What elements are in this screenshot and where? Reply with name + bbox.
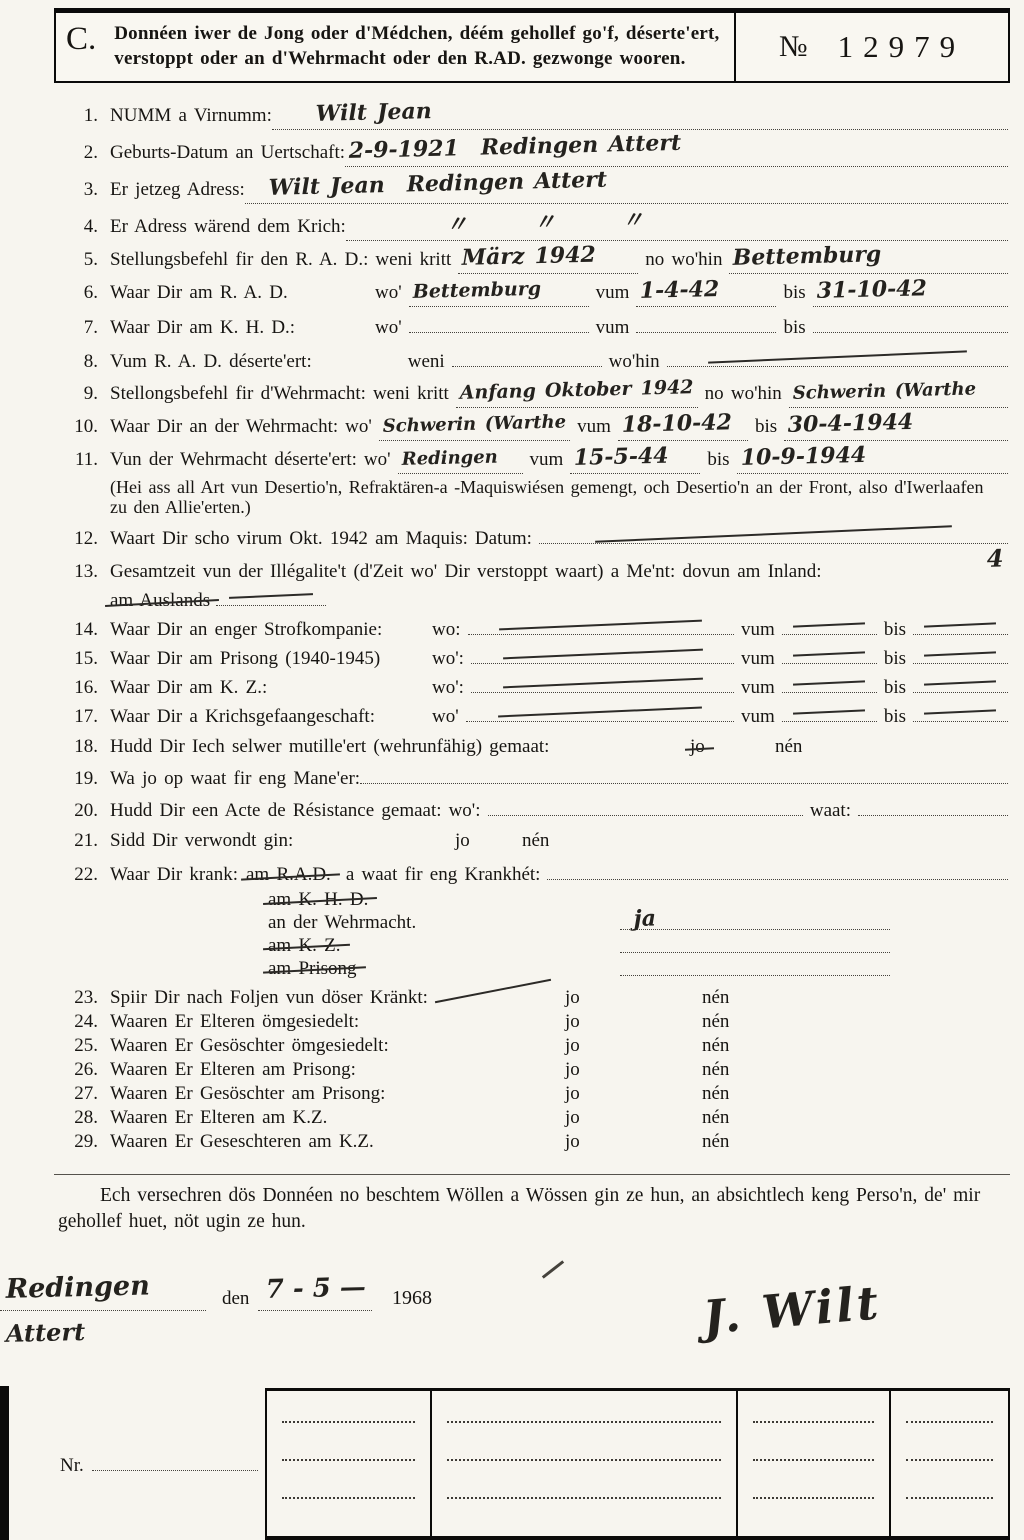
footer-table (265, 1388, 1010, 1540)
pen-stroke (435, 979, 551, 1003)
form-row-22 (0, 860, 1024, 888)
field-label-vum: vum (577, 416, 611, 438)
form-row-22d (0, 934, 1024, 957)
form-row-27 (0, 1082, 1024, 1106)
option-nen: nén (702, 987, 730, 1009)
footer-dotted-line (906, 1421, 993, 1423)
answer-line (409, 277, 589, 307)
option-jo: jo (455, 830, 470, 852)
item-label: Waaren Er Geseschteren am K.Z. (110, 1131, 374, 1153)
printed-year: 1968 (392, 1287, 432, 1309)
item-number: 9. (83, 383, 98, 405)
answer-line (620, 905, 890, 933)
footer-dotted-line (282, 1421, 415, 1423)
item-label: Waar Dir am R. A. D. (110, 282, 288, 304)
handwritten-place-2: Attert (5, 1316, 86, 1348)
item-label: Waaren Er Elteren am K.Z. (110, 1107, 328, 1129)
answer-line (813, 275, 1008, 307)
form-row-21 (0, 828, 1024, 854)
scan-edge-artifact (0, 1386, 9, 1540)
field-label-wo: wo' (375, 317, 402, 339)
form-row-10 (0, 409, 1024, 441)
field-label-weni-kritt: weni kritt (375, 249, 452, 271)
form-row-4 (0, 207, 1024, 241)
form-row-7 (0, 313, 1024, 341)
handwritten-answer: 18-10-42 (621, 409, 733, 439)
answer-line (456, 376, 698, 408)
item-number: 29. (74, 1131, 98, 1153)
answer-line (379, 411, 570, 441)
item-number: 22. (74, 864, 98, 886)
option-jo: jo (565, 1107, 580, 1129)
form-row-23 (0, 986, 1024, 1010)
handwritten-answer: Anfang Oktober 1942 (459, 376, 694, 405)
item-number: 4. (83, 216, 98, 238)
item-label: Hudd Dir een Acte de Résistance gemaat: (110, 800, 442, 822)
field-label-vum: vum (741, 706, 775, 728)
declaration-text: Ech versechren dös Donnéen no beschtem Wöllen a Wössen gin ze hun, an absichtlech keng Perso'n, de' mir gehollef huet, nöt ugin ze hun. (58, 1185, 981, 1233)
field-label-bis: bis (883, 677, 906, 699)
answer-line (782, 644, 877, 664)
answer-line (272, 98, 1008, 130)
option-jo: jo (565, 1035, 580, 1057)
option-nen: nén (702, 1083, 730, 1105)
item-label: Gesamtzeit vun der Illégalite't (d'Zeit wo' Dir verstoppt waart) a Me'nt: dovun am Inland: (110, 561, 822, 583)
handwritten-answer: Redingen (401, 446, 498, 471)
date-underline (258, 1310, 372, 1311)
field-label-vum: vum (595, 317, 630, 339)
footer-dotted-line (447, 1459, 721, 1461)
field-label-bis: bis (783, 317, 806, 339)
answer-line (620, 934, 890, 953)
handwritten-ditto-marks: 〃 〃 〃 (445, 207, 644, 239)
item-label: Waar Dir am K. H. D.: (110, 317, 296, 339)
option-jo: jo (565, 1059, 580, 1081)
handwritten-answer: Wilt Jean (315, 98, 432, 128)
item-number: 15. (74, 648, 98, 670)
answer-fields (425, 673, 1008, 701)
footer-dotted-line (447, 1497, 721, 1499)
field-label-vum: vum (741, 648, 775, 670)
handwritten-answer: 15-5-44 (573, 442, 670, 472)
footer-table-cell (889, 1391, 1010, 1536)
field-label-bis: bis (883, 706, 906, 728)
form-row-1 (0, 98, 1024, 130)
footer-dotted-line (906, 1459, 993, 1461)
item-number: 1. (83, 105, 98, 127)
form-description: Donnéen iwer de Jong oder d'Médchen, déém gehollef go'f, déserte'ert, verstoppt oder an d'Wehrmacht oder den R.AD. gezwonge wooren. (114, 23, 720, 70)
item-label: Waart Dir scho virum Okt. 1942 am Maquis: (110, 528, 468, 550)
handwritten-answer: ja (633, 905, 657, 933)
item-number: 25. (74, 1035, 98, 1057)
handwritten-answer: 1-4-42 (639, 276, 720, 305)
field-label-no-wohin: no wo'hin (645, 249, 723, 271)
item-number: 7. (83, 317, 98, 339)
form-row-22c (0, 905, 1024, 934)
form-row-24 (0, 1010, 1024, 1034)
option-nen: nén (702, 1131, 730, 1153)
field-label-vum: vum (741, 619, 775, 641)
nr-dotted-line (92, 1452, 258, 1471)
answer-line (737, 442, 1008, 474)
form-row-14 (0, 617, 1024, 643)
nr-field (60, 1452, 258, 1477)
handwritten-answer: 31-10-42 (816, 275, 927, 305)
pen-mark (542, 1260, 564, 1278)
struck-text-kz: am K. Z. (268, 935, 341, 957)
answer-line (539, 524, 1008, 544)
field-label-weni-kritt: weni kritt (372, 383, 449, 405)
form-row-12 (0, 524, 1024, 552)
answer-line (618, 409, 748, 441)
field-label-vum: vum (741, 677, 775, 699)
footer-dotted-line (753, 1497, 874, 1499)
answer-line (667, 347, 1008, 367)
item-label: Waar Dir a Krichsgefaangeschaft: (110, 706, 375, 728)
answer-line (782, 615, 877, 635)
form-row-22e (0, 957, 1024, 980)
item-label: Waar Dir am K. Z.: (110, 677, 268, 699)
item-number: 26. (74, 1059, 98, 1081)
form-row-19 (0, 764, 1024, 792)
option-jo: jo (565, 987, 580, 1009)
option-jo: jo (565, 1131, 580, 1153)
struck-text-khd: am K. H. D. (268, 889, 369, 911)
number-symbol: № (778, 30, 808, 64)
item-label: Vum R. A. D. déserte'ert: (110, 351, 312, 373)
form-row-17 (0, 704, 1024, 730)
form-number: 12979 (837, 29, 966, 65)
option-jo: jo (565, 1083, 580, 1105)
item-number: 17. (74, 706, 98, 728)
field-label-bis: bis (754, 416, 778, 438)
item-number: 11. (74, 449, 98, 471)
field-label-wohin: wo'hin (608, 351, 660, 373)
handwritten-answer: Schwerin (Warthe (382, 411, 567, 438)
form-row-20 (0, 796, 1024, 824)
item-label: Spiir Dir nach Foljen vun döser Kränkt: (110, 987, 428, 1009)
form-row-26 (0, 1058, 1024, 1082)
item-label: Wa jo op waat fir eng Mane'er: (110, 768, 361, 790)
item-number: 28. (74, 1107, 98, 1129)
answer-line (398, 447, 523, 474)
answer-fields (425, 615, 1008, 643)
item-number: 3. (83, 179, 98, 201)
answer-line (636, 313, 776, 333)
answer-line (620, 957, 890, 976)
field-label-weni: weni (407, 351, 445, 373)
form-row-5 (0, 241, 1024, 274)
form-number-box (734, 13, 1008, 81)
handwritten-answer: Schwerin (Warthe (792, 378, 977, 405)
item-label: Waaren Er Gesöschter ömgesiedelt: (110, 1035, 389, 1057)
footer-table-cell (736, 1391, 889, 1536)
option-jo: jo (565, 1011, 580, 1033)
option-nen: nén (522, 830, 550, 852)
form-header (54, 8, 1010, 83)
answer-line (458, 241, 638, 274)
answer-line (784, 409, 1008, 441)
field-label-bis: bis (883, 648, 906, 670)
item-label: Sidd Dir verwondt gin: (110, 830, 294, 852)
answer-line (913, 673, 1008, 693)
form-row-9 (0, 376, 1024, 408)
item-label: Geburts-Datum an Uertschaft: (110, 142, 346, 164)
field-label-bis: bis (883, 619, 906, 641)
handwritten-date: 7 - 5 — (265, 1272, 367, 1305)
answer-line (471, 644, 734, 664)
handwritten-answer: 30-4-1944 (787, 409, 914, 439)
item-label: Er Adress wärend dem Krich: (110, 216, 346, 238)
item-label: Vun der Wehrmacht déserte'ert: (110, 449, 357, 471)
handwritten-answer: März 1942 (461, 241, 597, 272)
option-nen: nén (702, 1035, 730, 1057)
handwritten-answer: 2-9-1921 Redingen Attert (348, 129, 682, 165)
item-label: Waar Dir an der Wehrmacht: (110, 416, 339, 438)
signature: J. Wilt (700, 1275, 884, 1345)
item-label: Stellungsbefehl fir den R. A. D.: (110, 249, 369, 271)
field-label-vum: vum (595, 282, 630, 304)
answer-line (345, 129, 1008, 167)
form-body (0, 98, 1024, 1154)
form-row-13b (0, 586, 1024, 614)
item-label: Waaren Er Gesöschter am Prisong: (110, 1083, 386, 1105)
item-number: 18. (74, 736, 98, 758)
answer-line (409, 313, 589, 333)
sub-label-wehrmacht: an der Wehrmacht. (268, 912, 417, 934)
form-row-29 (0, 1130, 1024, 1154)
answer-line (468, 615, 735, 635)
field-label-bis: bis (783, 282, 806, 304)
item-label: Stellongsbefehl fir d'Wehrmacht: (110, 383, 366, 405)
item-number: 13. (74, 561, 98, 583)
answer-line (913, 644, 1008, 664)
footer-table-cell (430, 1391, 736, 1536)
footer-table-cell (265, 1391, 430, 1536)
item-number: 23. (74, 987, 98, 1009)
item-label: Waaren Er Elteren am Prisong: (110, 1059, 356, 1081)
footer-dotted-line (753, 1421, 874, 1423)
answer-line (782, 673, 877, 693)
handwritten-answer: 4 (986, 543, 1005, 574)
answer-line (488, 796, 803, 816)
answer-line (466, 702, 734, 722)
answer-line (636, 276, 776, 307)
item-label: Er jetzeg Adress: (110, 179, 245, 201)
answer-line (360, 764, 1008, 784)
item-number: 8. (83, 351, 98, 373)
field-label-waat: waat: (809, 800, 851, 822)
answer-line (789, 378, 1008, 408)
item-number: 27. (74, 1083, 98, 1105)
answer-line (782, 702, 877, 722)
field-label-datum: Datum: (474, 528, 532, 550)
section-letter: C. (66, 21, 97, 57)
place-underline (0, 1310, 206, 1311)
item-number: 21. (74, 830, 98, 852)
field-label-bis: bis (707, 449, 730, 471)
answer-line (346, 207, 1008, 241)
answer-line (858, 796, 1008, 816)
item-label: NUMM a Virnumm: (110, 105, 272, 127)
handwritten-place: Redingen (5, 1270, 151, 1305)
item-number: 5. (83, 249, 98, 271)
item-number: 10. (74, 416, 98, 438)
form-row-11 (0, 442, 1024, 474)
item-number: 2. (83, 142, 98, 164)
form-header-text (56, 13, 734, 81)
form-row-28 (0, 1106, 1024, 1130)
item-label: Waaren Er Elteren ömgesiedelt: (110, 1011, 360, 1033)
struck-text-rad: am R.A.D. (246, 862, 331, 888)
field-label-vum: vum (529, 449, 564, 471)
field-label-wo: wo: (432, 619, 461, 641)
answer-line (245, 166, 1008, 204)
handwritten-answer: Bettemburg (412, 277, 541, 304)
field-label-no-wohin: no wo'hin (704, 383, 782, 405)
item-number: 20. (74, 800, 98, 822)
field-label-wo: wo' (432, 706, 459, 728)
field-label-wo: wo': (448, 800, 481, 822)
answer-line (913, 615, 1008, 635)
option-nen: nén (775, 736, 803, 758)
answer-line (570, 442, 700, 474)
item-number: 19. (74, 768, 98, 790)
footer-dotted-line (447, 1421, 721, 1423)
handwritten-answer: 10-9-1944 (739, 442, 866, 472)
answer-line (913, 702, 1008, 722)
answer-fields (425, 702, 1008, 730)
answer-line (452, 347, 602, 367)
field-label-krankheit: a waat fir eng Krankhét: (345, 864, 541, 886)
handwritten-answer: Wilt Jean Redingen Attert (268, 166, 608, 202)
item-number: 16. (74, 677, 98, 699)
answer-line (471, 673, 734, 693)
answer-fields (425, 644, 1008, 672)
form-row-3 (0, 166, 1024, 204)
answer-line (216, 586, 326, 606)
answer-line (729, 241, 1008, 274)
field-label-wo: wo': (432, 677, 464, 699)
field-label-wo: wo' (363, 449, 391, 471)
form-row-2 (0, 129, 1024, 167)
footer-dotted-line (282, 1497, 415, 1499)
option-nen: nén (702, 1107, 730, 1129)
form-row-25 (0, 1034, 1024, 1058)
divider-line (54, 1174, 1010, 1175)
form-row-16 (0, 675, 1024, 701)
item-number: 14. (74, 619, 98, 641)
field-label-wo: wo': (432, 648, 464, 670)
option-nen: nén (702, 1011, 730, 1033)
struck-text-prisong: am Prisong (268, 958, 357, 980)
answer-line (813, 313, 1008, 333)
form-row-6 (0, 275, 1024, 307)
field-label-wo: wo' (345, 416, 372, 438)
item-number: 24. (74, 1011, 98, 1033)
item-11-note: (Hei ass all Art vun Desertio'n, Refraktären-a -Maquiswiésen gemengt, och Desertio'n an der Front, also d'Iwerlaafen zu den Allie'erten.) (110, 477, 984, 518)
footer-dotted-line (282, 1459, 415, 1461)
field-label-wo: wo' (375, 282, 402, 304)
date-signature-area (0, 1270, 1024, 1388)
nr-label: Nr. (60, 1455, 84, 1476)
footer-dotted-line (906, 1497, 993, 1499)
form-row-15 (0, 646, 1024, 672)
struck-text: am Auslands (110, 588, 210, 614)
den-label: den (222, 1288, 250, 1309)
form-row-18 (0, 734, 1024, 760)
item-label: Waar Dir krank: (110, 864, 238, 886)
footer-dotted-line (753, 1459, 874, 1461)
option-jo-struck: jo (690, 734, 705, 760)
item-label: Hudd Dir Iech selwer mutille'ert (wehrunfähig) gemaat: (110, 736, 550, 758)
option-nen: nén (702, 1059, 730, 1081)
item-label: Waar Dir an enger Strofkompanie: (110, 619, 383, 641)
form-row-22b (0, 888, 1024, 911)
item-number: 6. (83, 282, 98, 304)
answer-line (547, 860, 1008, 880)
form-row-13 (0, 543, 1024, 585)
item-number: 12. (74, 528, 98, 550)
handwritten-answer: Bettemburg (732, 241, 883, 272)
item-label: Waar Dir am Prisong (1940-1945) (110, 648, 381, 670)
form-row-8 (0, 347, 1024, 375)
